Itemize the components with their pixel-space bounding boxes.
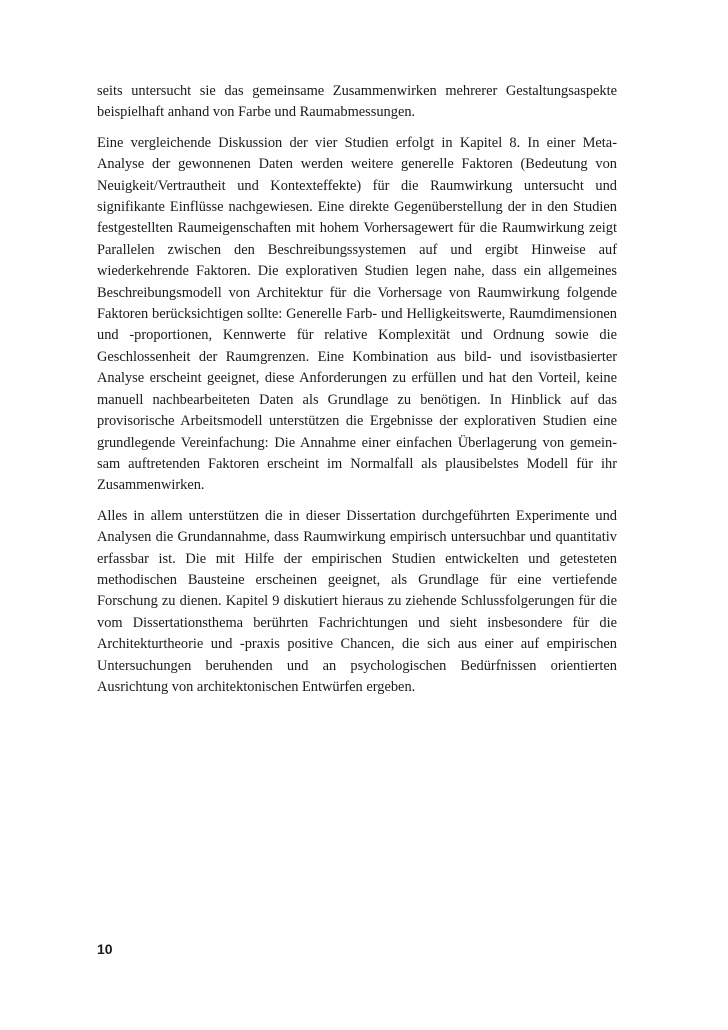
paragraph-meta-analysis: Eine vergleichende Diskussion der vier Studien erfolgt in Kapitel 8. In einer Meta-Analyse der gewonnenen Daten werden weitere generelle Faktoren (Bedeutung von Neuigkeit/Vertrautheit und Kontexteffekte) für die Raumwirkung untersucht und signifikante Einflüsse nachgewiesen. Eine direkte Gegenüberstellung der in den Studien festgestellten Raumeigenschaften mit hohem Vorhersagewert für die Raumwirkung zeigt Parallelen zwischen den Beschreibungssystemen auf und ergibt Hinweise auf wiederkehrende Faktoren. Die explorativen Studien legen nahe, dass ein allgemeines Beschreibungsmodell von Architektur für die Vorhersage von Raumwirkung folgende Faktoren berücksichtigen sollte: Generelle Farb- und Helligkeitswerte, Raumdimensionen und -proportionen, Kennwerte für relative Komplexität und Ordnung sowie die Geschlossenheit der Raumgrenzen. Eine Kombination aus bild- und isovistbasierter Analyse erscheint geeignet, diese Anforderungen zu erfüllen und hat den Vorteil, keine manuell nachbearbeiteten Daten als Grundlage zu benötigen. In Hinblick auf das provisorische Arbeitsmodell unterstützen die Ergebnisse der explorativen Studien eine grundlegende Vereinfachung: Die Annahme einer einfachen Überlagerung von gemeinsam auftretenden Faktoren erscheint im Normalfall als plausibelstes Modell für ihr Zusammenwirken. [97,134,617,494]
page-body [97,81,617,707]
page-number: 10 [97,941,113,957]
paragraph-continuation: seits untersucht sie das gemeinsame Zusammenwirken mehrerer Gestaltungsaspekte beispielhaft anhand von Farbe und Raumabmessungen. [97,83,617,121]
paragraph-conclusion: Alles in allem unterstützen die in dieser Dissertation durchgeführten Experimente und Analysen die Grundannahme, dass Raumwirkung empirisch untersuchbar und quantitativ erfassbar ist. Die mit Hilfe der empirischen Studien entwickelten und getesteten methodischen Bausteine erscheinen geeignet, als Grundlage für eine vertiefende Forschung zu dienen. Kapitel 9 diskutiert hieraus zu ziehende Schlussfolgerungen für die vom Dissertationsthema berührten Fachrichtungen und sieht insbesondere für die Architekturtheorie und -praxis positive Chancen, die sich aus einer auf empirischen Untersuchungen beruhenden und an psychologischen Bedürfnissen orientierten Ausrichtung von architektonischen Entwürfen ergeben. [97,507,617,695]
